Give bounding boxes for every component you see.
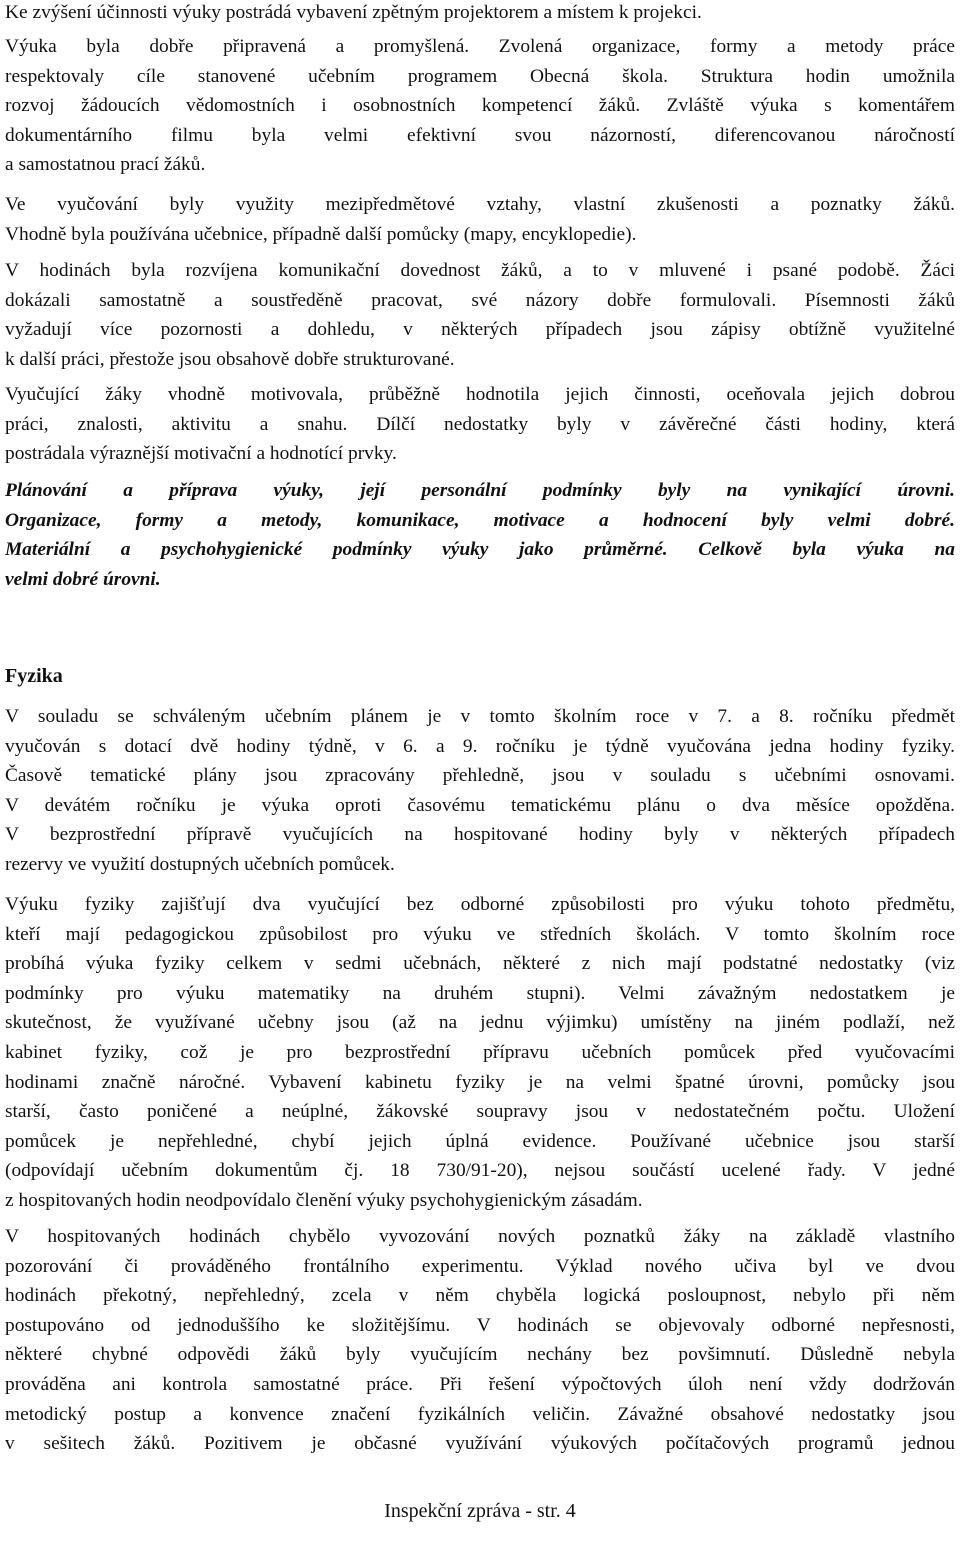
text-block-top	[5, 0, 955, 28]
text-line: z hospitovaných hodin neodpovídalo členění výuky psychohygienickým zásadám.	[5, 1189, 643, 1211]
text-line: metodický postup a konvence značení fyzikálních veličin. Závažné obsahové nedostatky jsou	[5, 1403, 955, 1425]
text-line: Ke zvýšení účinnosti výuky postrádá vybavení zpětným projektorem a místem k projekci.	[5, 2, 702, 23]
text-line: probíhá výuka fyziky celkem v sedmi učebnách, některé z nich mají podstatné nedostatky (viz	[5, 953, 955, 975]
text-line: velmi dobré úrovni.	[5, 568, 161, 590]
paragraph	[5, 32, 955, 180]
text-line: Vyučující žáky vhodně motivovala, průběžně hodnotila jejich činnosti, oceňovala jejich dobrou	[5, 384, 955, 405]
text-line: kteří mají pedagogickou způsobilost pro výuku ve středních školách. V tomto školním roce	[5, 923, 955, 945]
page-footer: Inspekční zpráva - str. 4	[384, 1500, 576, 1522]
paragraph	[5, 380, 955, 469]
text-line: skutečnost, že využívané učebny jsou (až na jednu výjimku) umístěny na jiném podlaží, než	[5, 1012, 955, 1034]
paragraph	[5, 890, 955, 1216]
text-line: rozvoj žádoucích vědomostních i osobnostních kompetencí žáků. Zvláště výuka s komentářem	[5, 95, 955, 117]
text-line: Materiální a psychohygienické podmínky výuky jako průměrné. Celkově byla výuka na	[5, 539, 955, 561]
text-line: v sešitech žáků. Pozitivem je občasné využívání výukových počítačových programů jednou	[5, 1433, 955, 1455]
text-line: pomůcek je nepřehledné, chybí jejich úplná evidence. Používané učebnice jsou starší	[5, 1130, 955, 1152]
text-line: kabinet fyziky, což je pro bezprostřední přípravu učebních pomůcek před vyučovacími	[5, 1041, 955, 1063]
text-line: Ve vyučování byly využity mezipředmětové vztahy, vlastní zkušenosti a poznatky žáků.	[5, 194, 955, 215]
paragraph	[5, 702, 955, 880]
text-line: Organizace, formy a metody, komunikace, motivace a hodnocení byly velmi dobré.	[5, 509, 955, 531]
text-line: podmínky pro výuku matematiky na druhém stupni). Velmi závažným nedostatkem je	[5, 982, 955, 1004]
text-line: Vhodně byla používána učebnice, případně další pomůcky (mapy, encyklopedie).	[5, 223, 637, 245]
text-line: V bezprostřední přípravě vyučujících na hospitované hodiny byly v některých případech	[5, 824, 955, 846]
paragraph	[5, 190, 955, 249]
text-line: některé chybné odpovědi žáků byly vyučujícím nechány bez povšimnutí. Důsledně nebyla	[5, 1344, 955, 1366]
text-line: V souladu se schváleným učebním plánem je v tomto školním roce v 7. a 8. ročníku předmět	[5, 706, 955, 727]
text-line: Časově tematické plány jsou zpracovány přehledně, jsou v souladu s učebními osnovami.	[5, 765, 955, 787]
text-line: V hospitovaných hodinách chybělo vyvozování nových poznatků žáky na základě vlastního	[5, 1226, 955, 1247]
text-line: Plánování a příprava výuky, její personální podmínky byly na vynikající úrovni.	[5, 480, 955, 501]
text-line: pozorování či prováděného frontálního experimentu. Výklad nového učiva byl ve dvou	[5, 1255, 955, 1277]
text-line: Výuka byla dobře připravená a promyšlená. Zvolená organizace, formy a metody práce	[5, 36, 955, 57]
text-line: Výuku fyziky zajišťují dva vyučující bez odborné způsobilosti pro výuku tohoto předmětu,	[5, 894, 955, 915]
text-line: dokázali samostatně a soustředěně pracovat, své názory dobře formulovali. Písemnosti žáků	[5, 289, 955, 311]
text-line: k další práci, přestože jsou obsahově dobře strukturované.	[5, 348, 455, 370]
document-page	[5, 0, 955, 1545]
text-line: V hodinách byla rozvíjena komunikační dovednost žáků, a to v mluvené i psané podobě. Žáci	[5, 260, 955, 281]
text-line: V devátém ročníku je výuka oproti časovému tematickému plánu o dva měsíce opožděna.	[5, 794, 955, 816]
text-line: (odpovídají učebním dokumentům čj. 18 730/91-20), nejsou součástí ucelené řady. V jedné	[5, 1160, 955, 1182]
text-line: starší, často poničené a neúplné, žákovské soupravy jsou v nedostatečném počtu. Uložení	[5, 1101, 955, 1123]
text-line: prováděna ani kontrola samostatné práce. Při řešení výpočtových úloh není vždy dodržován	[5, 1373, 955, 1395]
paragraph	[5, 0, 955, 28]
text-line: práci, znalosti, aktivitu a snahu. Dílčí nedostatky byly v závěrečné části hodiny, která	[5, 413, 955, 435]
text-line: rezervy ve využití dostupných učebních pomůcek.	[5, 853, 395, 875]
paragraph	[5, 256, 955, 374]
text-line: hodinami značně náročné. Vybavení kabinetu fyziky je na velmi špatné úrovni, pomůcky jsou	[5, 1071, 955, 1093]
text-line: vyžadují více pozornosti a dohledu, v některých případech jsou zápisy obtížně využitelné	[5, 319, 955, 341]
text-line: respektovaly cíle stanovené učebním programem Obecná škola. Struktura hodin umožnila	[5, 65, 955, 87]
section-heading: Fyzika	[5, 665, 63, 687]
text-line: dokumentárního filmu byla velmi efektivní svou názorností, diferencovanou náročností	[5, 124, 955, 146]
text-line: hodinách překotný, nepřehledný, zcela v něm chyběla logická posloupnost, nebylo při něm	[5, 1285, 955, 1307]
summary-evaluation	[5, 476, 955, 594]
text-line: postupováno od jednoduššího ke složitějšímu. V hodinách se objevovaly odborné nepřesnosti,	[5, 1314, 955, 1336]
paragraph	[5, 1222, 955, 1459]
text-line: postrádala výraznější motivační a hodnotící prvky.	[5, 443, 397, 465]
text-line: vyučován s dotací dvě hodiny týdně, v 6. a 9. ročníku je týdně vyučována jedna hodiny fyziky.	[5, 735, 955, 757]
text-line: a samostatnou prací žáků.	[5, 154, 206, 176]
